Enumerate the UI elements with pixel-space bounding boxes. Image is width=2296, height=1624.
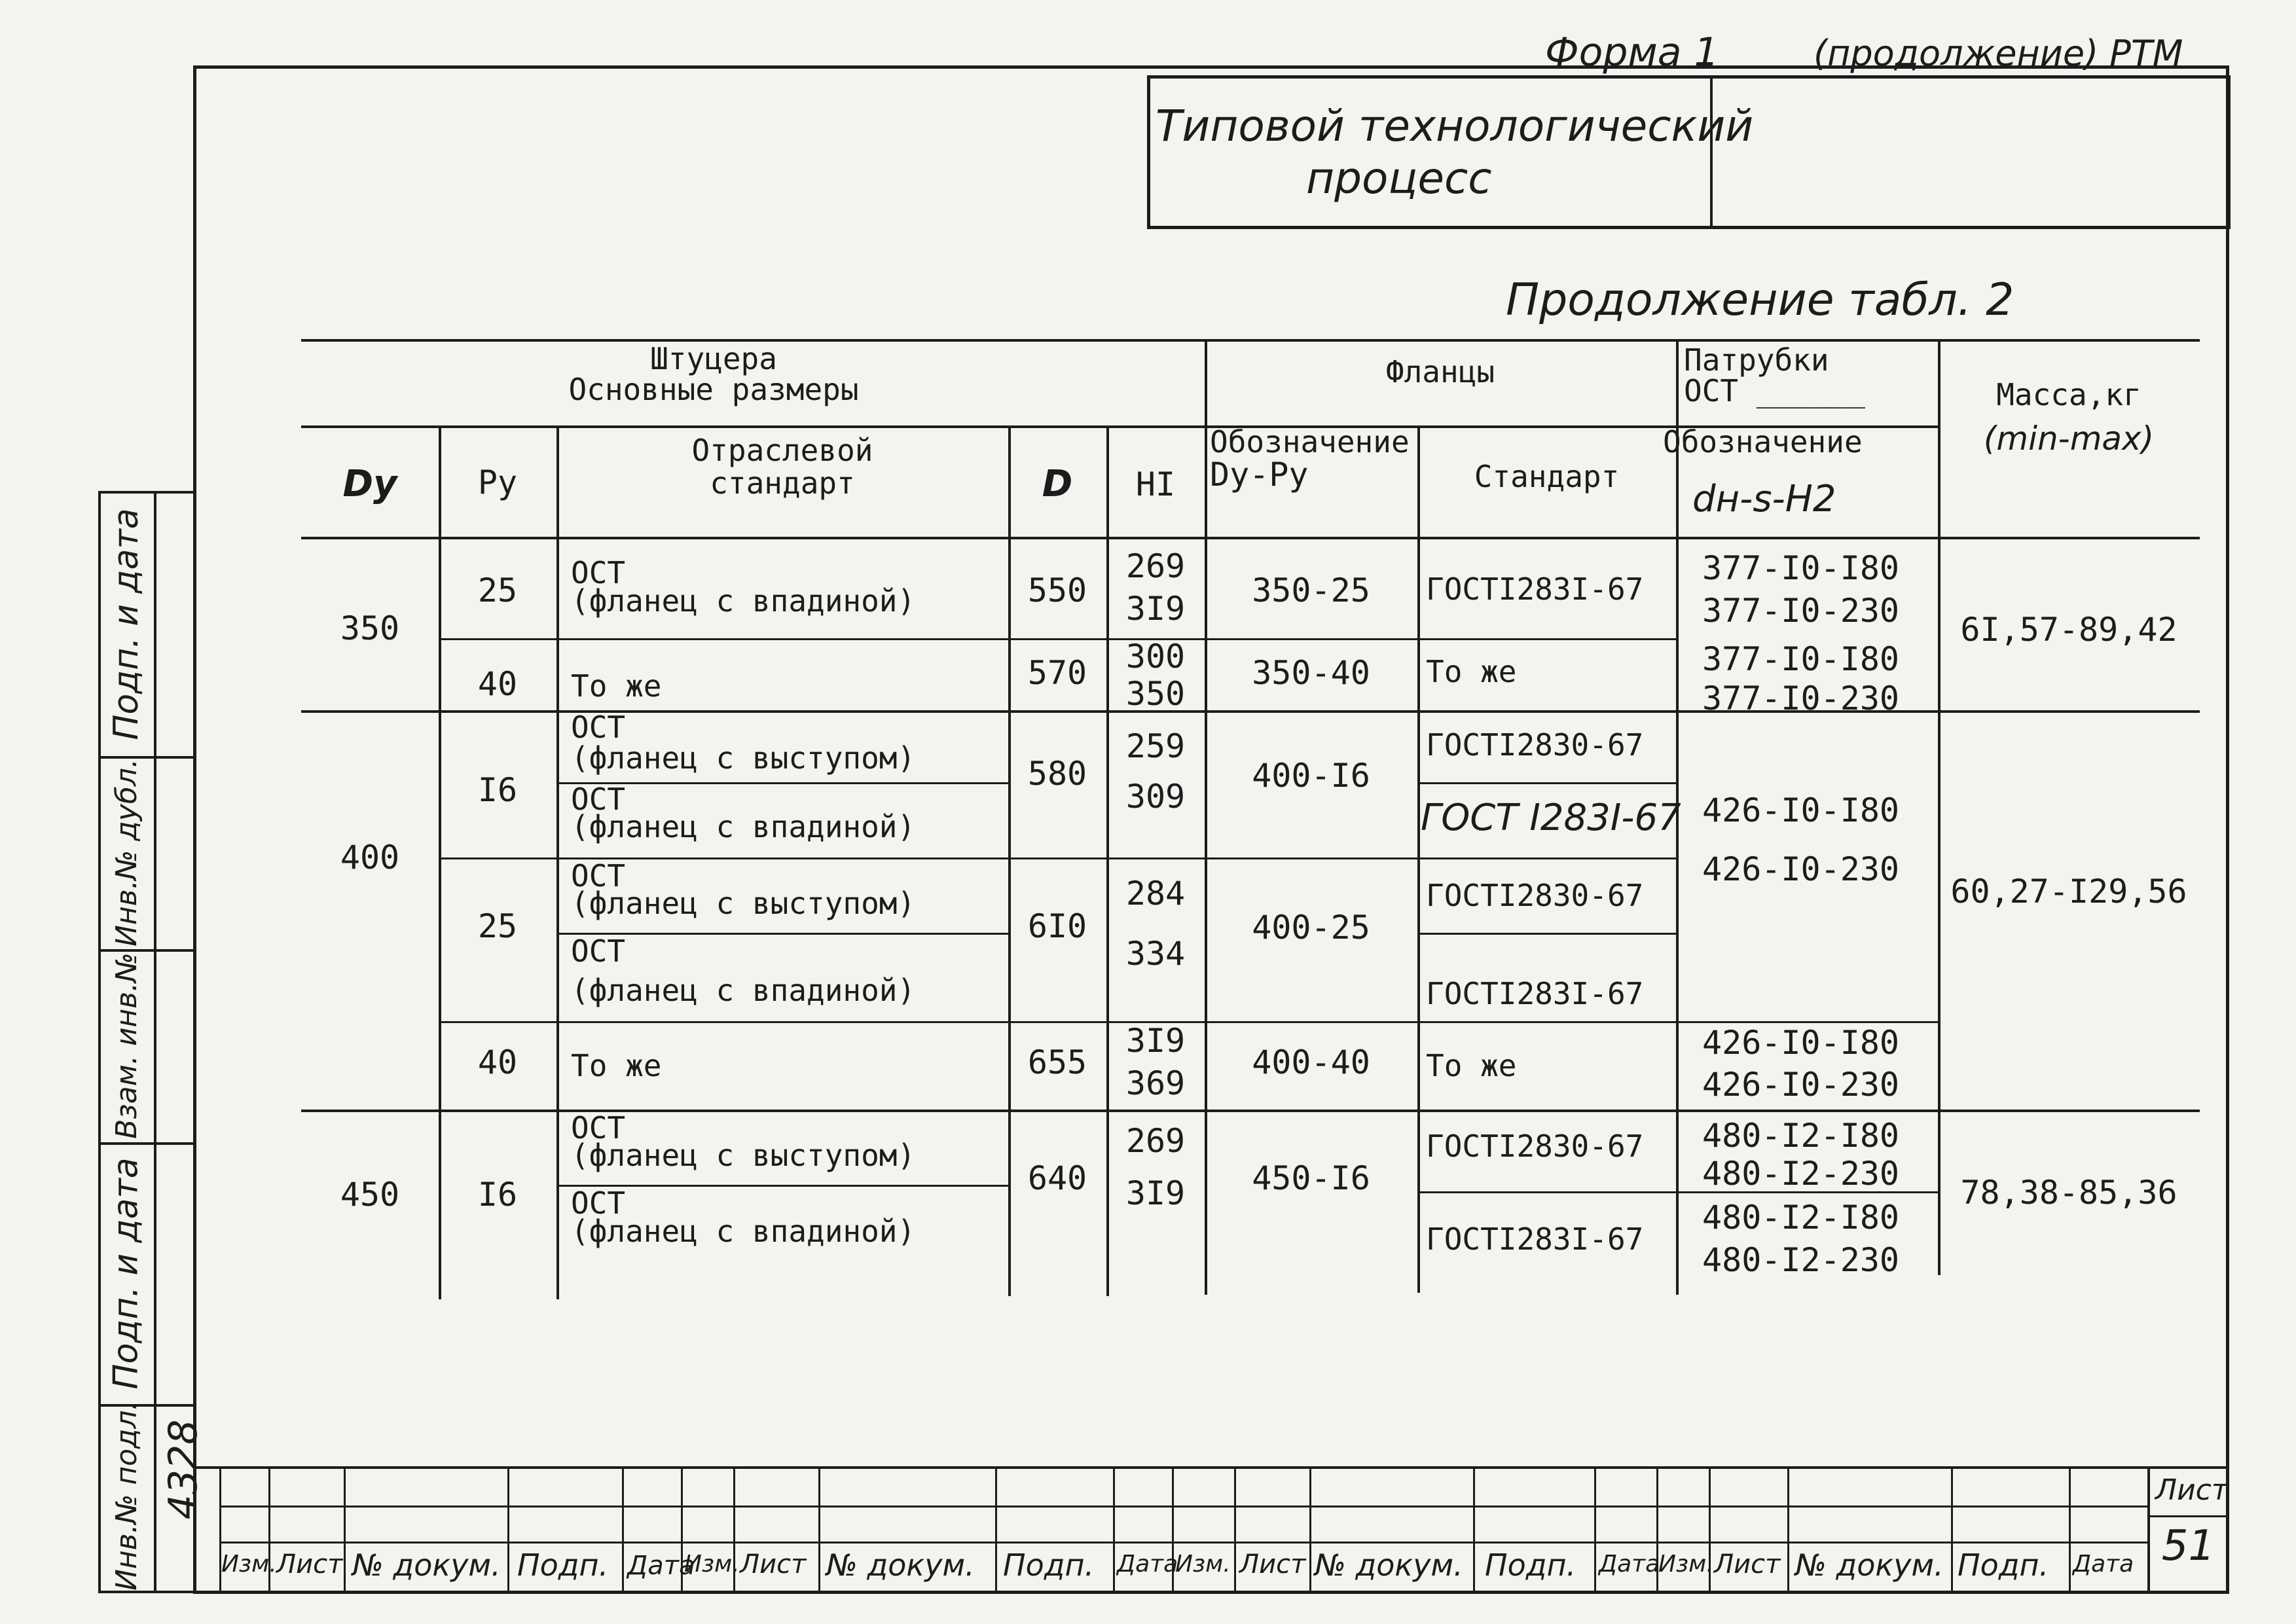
cell-py: I6 — [477, 1176, 518, 1214]
header-patrubki-ost: ОСТ ______ — [1684, 373, 1865, 408]
header-massa: Масса,кг — [1996, 377, 2141, 412]
margin-vzam-inv: Взам. инв.№ — [110, 952, 143, 1139]
title-line-1: Типовой технологический — [1156, 101, 1754, 151]
cell-gost: ГОСТI283I-67 — [1426, 571, 1644, 607]
stamp-nom-dokum: № докум. — [352, 1547, 501, 1583]
stamp-izm: Изм. — [684, 1551, 740, 1578]
cell-pipe-designation: 426-I0-230 — [1702, 1066, 1900, 1104]
stamp-nom-dokum: № докум. — [1795, 1547, 1944, 1583]
cell-flange-designation: 350-40 — [1252, 654, 1370, 692]
column-d: D — [1042, 463, 1073, 505]
cell-gost: ГОСТI2830-67 — [1426, 878, 1644, 913]
cell-pipe-designation: 426-I0-230 — [1702, 850, 1900, 888]
cell-pipe-designation: 377-I0-230 — [1702, 679, 1900, 717]
cell-h1: 309 — [1125, 778, 1186, 816]
form-label: Форма 1 — [1545, 29, 1719, 75]
title-block-divider — [1710, 75, 1713, 229]
cell-flange-designation: 400-I6 — [1252, 757, 1370, 795]
cell-to-zhe: То же — [1426, 1048, 1517, 1083]
cell-ost-type: (фланец с впадиной) — [571, 583, 916, 619]
cell-gost: ГОСТI2830-67 — [1426, 727, 1644, 763]
cell-d: 580 — [1027, 755, 1087, 793]
cell-dy-350: 350 — [340, 609, 400, 647]
stamp-podp: Подп. — [517, 1547, 609, 1583]
cell-d: 550 — [1027, 571, 1087, 609]
cell-h1: 3I9 — [1125, 590, 1186, 628]
cell-ost: ОСТ — [571, 858, 626, 893]
stamp-list-label: Лист — [2155, 1473, 2229, 1507]
cell-h1: 269 — [1125, 1122, 1186, 1160]
stamp-nom-dokum: № докум. — [1315, 1547, 1463, 1583]
stamp-podp: Подп. — [1485, 1547, 1576, 1583]
stamp-list: Лист — [740, 1549, 807, 1579]
cell-ost-type: (фланец с впадиной) — [571, 809, 916, 844]
cell-pipe-designation: 426-I0-I80 — [1702, 1024, 1900, 1062]
stamp-izm: Изм. — [221, 1551, 277, 1578]
cell-dy-450: 450 — [340, 1176, 400, 1214]
cell-ost-type: (фланец с выступом) — [571, 1138, 916, 1173]
cell-py: I6 — [477, 771, 518, 809]
margin-inv-podl: Инв.№ подл. — [110, 1401, 143, 1591]
cell-ost: ОСТ — [571, 555, 626, 590]
margin-inv-number: 4328 — [160, 1419, 206, 1520]
cell-pipe-designation: 480-I2-I80 — [1702, 1199, 1900, 1236]
cell-ost: ОСТ — [571, 710, 626, 745]
cell-flange-designation: 350-25 — [1252, 571, 1370, 609]
column-oboz2-2: dн-s-H2 — [1692, 478, 1836, 520]
column-oboz-2: Dу-Ру — [1210, 456, 1309, 494]
column-oboz-1: Обозначение — [1210, 424, 1410, 460]
margin-podp-data-1: Подп. и дата — [107, 508, 146, 740]
cell-dy-400: 400 — [340, 839, 400, 876]
cell-d: 655 — [1027, 1043, 1087, 1081]
column-oboz2-1: Обозначение — [1663, 424, 1863, 460]
stamp-data: Дата — [627, 1551, 695, 1581]
cell-gost: ГОСТI2830-67 — [1426, 1128, 1644, 1164]
header-patrubki: Патрубки — [1684, 342, 1829, 378]
cell-ost: ОСТ — [571, 1185, 626, 1221]
cell-mass: 60,27-I29,56 — [1950, 873, 2187, 911]
cell-d: 570 — [1027, 654, 1087, 692]
column-py: Ру — [477, 463, 518, 501]
cell-pipe-designation: 480-I2-I80 — [1702, 1117, 1900, 1155]
cell-gost-handwritten: ГОСТ I283I-67 — [1421, 797, 1681, 839]
stamp-podp: Подп. — [1003, 1547, 1095, 1583]
cell-ost: ОСТ — [571, 933, 626, 969]
cell-flange-designation: 450-I6 — [1252, 1159, 1370, 1197]
header-osnovnye-razmery: Основные размеры — [568, 372, 859, 407]
cell-pipe-designation: 377-I0-I80 — [1702, 549, 1900, 587]
cell-h1: 350 — [1125, 675, 1186, 713]
cell-ost: ОСТ — [571, 782, 626, 817]
stamp-data: Дата — [1117, 1551, 1178, 1578]
header-shtutsera: Штуцера — [650, 341, 777, 376]
margin-podp-data-2: Подп. и дата — [106, 1157, 146, 1390]
header-flantsy: Фланцы — [1385, 354, 1495, 389]
margin-inv-dubl: Инв.№ дубл. — [110, 758, 143, 947]
cell-d: 6I0 — [1027, 907, 1087, 945]
stamp-nom-dokum: № докум. — [826, 1547, 975, 1583]
cell-py: 40 — [477, 1043, 518, 1081]
cell-to-zhe: То же — [571, 1048, 662, 1083]
cell-h1: 3I9 — [1125, 1022, 1186, 1060]
column-h1: HI — [1135, 465, 1176, 503]
header-massa-range: (min-max) — [1983, 420, 2155, 458]
cell-h1: 259 — [1125, 727, 1186, 765]
cell-py: 25 — [477, 571, 518, 609]
cell-pipe-designation: 480-I2-230 — [1702, 1155, 1900, 1193]
cell-h1: 284 — [1125, 875, 1186, 912]
stamp-list: Лист — [276, 1549, 343, 1579]
cell-py: 40 — [477, 665, 518, 703]
cell-flange-designation: 400-40 — [1252, 1043, 1370, 1081]
cell-d: 640 — [1027, 1159, 1087, 1197]
cell-ost-type: (фланец с выступом) — [571, 740, 916, 776]
cell-h1: 369 — [1125, 1064, 1186, 1102]
stamp-izm: Изм. — [1658, 1551, 1714, 1578]
cell-h1: 3I9 — [1125, 1174, 1186, 1212]
cell-pipe-designation: 480-I2-230 — [1702, 1241, 1900, 1279]
sheet-number: 51 — [2161, 1522, 2215, 1570]
cell-gost: ГОСТI283I-67 — [1426, 976, 1644, 1011]
column-otrasl-1: Отраслевой — [691, 433, 873, 468]
stamp-data: Дата — [1599, 1551, 1660, 1578]
cell-h1: 269 — [1125, 547, 1186, 585]
cell-mass: 6I,57-89,42 — [1960, 611, 2178, 649]
title-line-2: процесс — [1306, 153, 1492, 204]
cell-h1: 300 — [1125, 638, 1186, 676]
cell-mass: 78,38-85,36 — [1960, 1174, 2178, 1212]
cell-to-zhe: То же — [571, 668, 662, 704]
cell-ost-type: (фланец с впадиной) — [571, 1214, 916, 1249]
column-dy: Dу — [342, 463, 397, 505]
stamp-data: Дата — [2073, 1551, 2134, 1578]
cell-pipe-designation: 377-I0-230 — [1702, 592, 1900, 630]
table-caption: Продолжение табл. 2 — [1506, 274, 2014, 326]
column-otrasl-2: стандарт — [710, 465, 855, 501]
stamp-list: Лист — [1714, 1549, 1781, 1579]
cell-to-zhe: То же — [1426, 654, 1517, 689]
stamp-list: Лист — [1239, 1549, 1306, 1579]
cell-gost: ГОСТI283I-67 — [1426, 1221, 1644, 1257]
title-block — [1147, 75, 2231, 229]
stamp-izm: Изм. — [1175, 1551, 1231, 1578]
stamp-podp: Подп. — [1958, 1547, 2049, 1583]
cell-py: 25 — [477, 907, 518, 945]
cell-ost-type: (фланец с впадиной) — [571, 973, 916, 1008]
cell-pipe-designation: 426-I0-I80 — [1702, 791, 1900, 829]
cell-flange-designation: 400-25 — [1252, 909, 1370, 947]
cell-ost: ОСТ — [571, 1110, 626, 1146]
column-standart: Стандарт — [1474, 459, 1620, 494]
cell-ost-type: (фланец с выступом) — [571, 886, 916, 921]
cell-pipe-designation: 377-I0-I80 — [1702, 640, 1900, 678]
continuation-label: (продолжение) РТМ — [1813, 33, 2183, 74]
cell-h1: 334 — [1125, 935, 1186, 973]
